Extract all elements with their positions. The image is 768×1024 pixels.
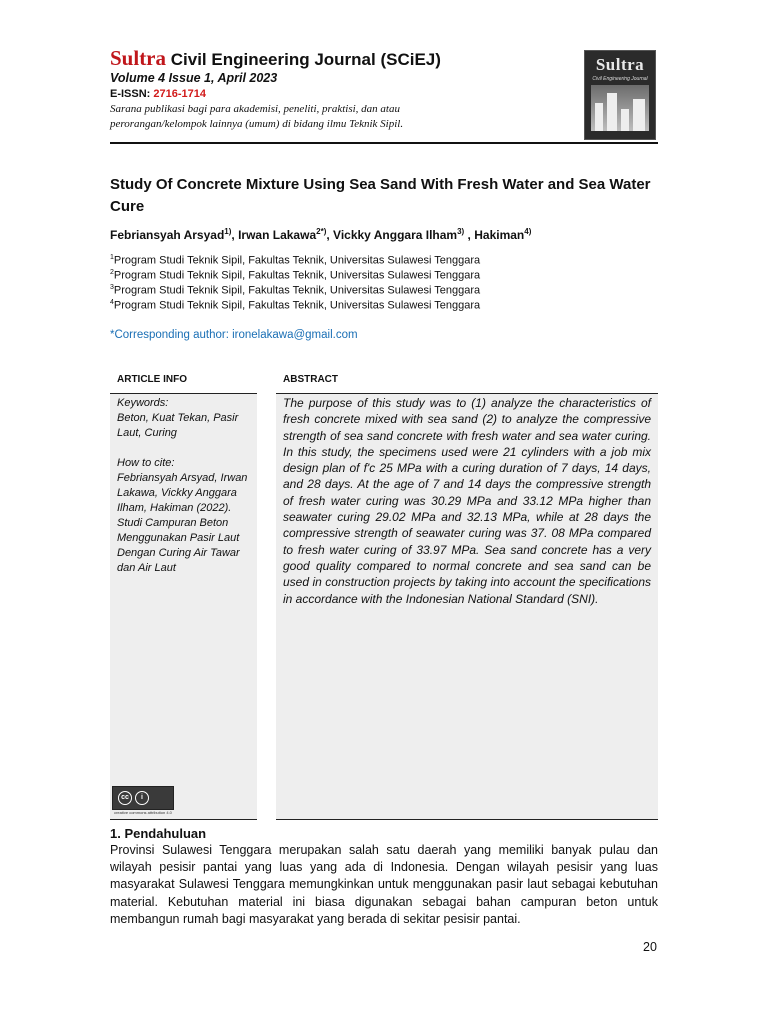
author-name: Vickky Anggara Ilham <box>333 228 458 242</box>
corresponding-author-link[interactable]: *Corresponding author: ironelakawa@gmail.com <box>110 329 358 341</box>
affiliation <box>110 299 480 312</box>
cc-icon: cc <box>118 791 132 805</box>
article-info-heading: ARTICLE INFO <box>117 374 187 385</box>
affiliation-text: Program Studi Teknik Sipil, Fakultas Teknik, Universitas Sulawesi Tenggara <box>113 284 481 297</box>
journal-title <box>110 46 441 71</box>
cover-title: Sultra <box>595 55 645 74</box>
affiliation <box>110 269 480 282</box>
abstract-text: The purpose of this study was to (1) analyze the characteristics of fresh concrete mixed with sea sand (2) to analyze the compressive strength of sea sand concrete with fresh water and sea water curing. In this study, the specimens used were 21 cylinders with a job mix design plan of f'c 25 MPa with a curing duration of 7 days, 14 days, and 28 days. At the age of 7 and 14 days the compressive strength of fresh water curing was 30.29 MPa and 33.12 MPa higher than seawater curing 29.02 MPa and 32.13 MPa, while at 28 days the compressive strength of seawater curing was 37. 08 MPa compared to fresh water curing of 33.97 MPa. Sea sand concrete has a very good quality compared to normal concrete and sea sand can be used in construction projects by taking into account the specifications in accordance with the Indonesian National Standard (SNI). <box>283 396 651 606</box>
article-title: Study Of Concrete Mixture Using Sea Sand With Fresh Water and Sea Water Cure <box>110 176 651 215</box>
article-info-box <box>110 393 257 820</box>
affiliation-text: Program Studi Teknik Sipil, Fakultas Teknik, Universitas Sulawesi Tenggara <box>113 299 481 312</box>
page-number: 20 <box>643 940 657 954</box>
affiliation-sup: 2 <box>110 269 114 276</box>
journal-brand: Sultra <box>110 46 167 70</box>
section-paragraph: Provinsi Sulawesi Tenggara merupakan salah satu daerah yang memiliki banyak pulau dan wilayah pesisir pantai yang luas yang ada di Indonesia. Dengan wilayah pesisir yang luas masyarakat Sulawesi Tenggara memungkinkan untuk menggunakan pasir laut sebagai kebutuhan material. Kebutuhan material ini biasa digunakan sebagai bahan campuran beton untuk membangun rumah bagi masyarakat yang berada di sekitar pesisir pantai. <box>110 843 658 926</box>
cover-building-graphic <box>591 85 649 131</box>
attribution-icon: i <box>135 791 149 805</box>
journal-cover-image <box>584 50 656 140</box>
howto-text: Febriansyah Arsyad, Irwan Lakawa, Vickky Anggara Ilham, Hakiman (2022). Studi Campuran Beton Menggunakan Pasir Laut Dengan Curing Air Tawar dan Air Laut <box>117 472 248 574</box>
author-sup: 1) <box>224 227 232 236</box>
author-sup: 2*) <box>316 227 327 236</box>
abstract-heading: ABSTRACT <box>283 374 338 385</box>
header-divider <box>110 142 658 144</box>
issn-label: E-ISSN: <box>110 88 154 100</box>
author-list: Febriansyah Arsyad$^{1)}$, Irwan Lakawa$^{2*)}$, Vickky Anggara Ilham$^{3)}$ , Hakiman$^{4)}$ <box>110 227 532 242</box>
keywords-label: Keywords: <box>117 397 169 409</box>
affiliation-text: Program Studi Teknik Sipil, Fakultas Teknik, Universitas Sulawesi Tenggara <box>113 254 481 267</box>
journal-issn <box>110 88 206 100</box>
author-name: Febriansyah Arsyad <box>110 228 225 242</box>
author-name: Hakiman <box>474 228 525 242</box>
journal-tagline: Sarana publikasi bagi para akademisi, peneliti, praktisi, dan atau perorangan/kelompok lainnya (umum) di bidang ilmu Teknik Sipil. <box>110 103 404 130</box>
cover-subtitle: Civil Engineering Journal <box>592 76 648 82</box>
affiliation <box>110 254 480 267</box>
affiliation-sup: 4 <box>110 299 114 306</box>
article-info-content <box>117 396 252 576</box>
issn-number: 2716-1714 <box>153 88 207 100</box>
author-sup: 3) <box>457 227 465 236</box>
howto-label: How to cite: <box>117 457 175 469</box>
author-name: Irwan Lakawa <box>238 228 317 242</box>
affiliation-sup: 1 <box>110 254 114 261</box>
affiliation-sup: 3 <box>110 284 114 291</box>
creative-commons-badge[interactable] <box>112 786 174 815</box>
keywords-text: Beton, Kuat Tekan, Pasir Laut, Curing <box>117 412 239 439</box>
journal-name: Civil Engineering Journal (SCiEJ) <box>170 50 441 69</box>
affiliation <box>110 284 480 297</box>
affiliation-text: Program Studi Teknik Sipil, Fakultas Teknik, Universitas Sulawesi Tenggara <box>113 269 481 282</box>
cc-label: creative commons attribution 4.0 <box>114 810 172 815</box>
section-heading: 1. Pendahuluan <box>110 826 207 841</box>
abstract-box <box>276 393 658 820</box>
author-sup: 4) <box>524 227 532 236</box>
journal-volume: Volume 4 Issue 1, April 2023 <box>110 71 278 85</box>
